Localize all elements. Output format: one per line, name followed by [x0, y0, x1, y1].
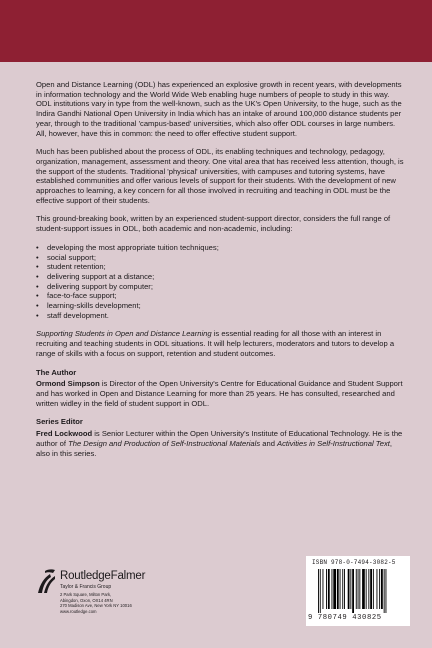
- editor-bio-text-c: , also in this series.: [36, 438, 392, 458]
- barcode-bar: [386, 569, 387, 613]
- barcode-bar: [356, 569, 357, 609]
- barcode-bar: [373, 569, 374, 609]
- editor-bio-text-a: is Senior Lecturer within the Open University's Institute of Educational Technology. He is the author of: [36, 429, 403, 448]
- list-item: • student retention;: [36, 262, 404, 272]
- intro-paragraph-3: This ground-breaking book, written by an experienced student-support director, considers the full range of student-support issues in ODL, both academic and non-academic, including:: [36, 214, 391, 234]
- barcode-bar: [366, 569, 367, 609]
- barcode-bar: [333, 569, 336, 609]
- barcode-bar: [377, 569, 378, 609]
- closing-text: is essential reading for all those with an interest in recruiting and teaching students in ODL situations. It will help lecturers, moderators and tutors to develop a range of skills with a focus on support, retention and student outcomes.: [36, 329, 395, 358]
- address-line: Abingdon, Oxon, OX14 4RN: [60, 597, 113, 603]
- author-name: Ormond Simpson: [36, 379, 100, 389]
- list-item: • delivering support at a distance;: [36, 272, 404, 282]
- barcode-bar: [348, 569, 350, 609]
- address-line: 270 Madison Ave, New York NY 10016: [60, 603, 132, 609]
- closing-paragraph: [36, 329, 404, 358]
- barcode-bar: [362, 569, 365, 609]
- barcode-bar: [384, 569, 385, 613]
- address-line: 2 Park Square, Milton Park,: [60, 592, 112, 597]
- intro-paragraph-1: Open and Distance Learning (ODL) has experienced an explosive growth in recent years, with developments in information technology and the World Wide Web enabling huge numbers of people to study in this way. ODL institutions vary in type from the well-known, such as the UK's Open University, to the huge, such as the Indira Gandhi National Open University in India which has an intake of around 100,000 distance students per year, through to the traditional 'campus-based' universities, which also offer ODL courses in large numbers. All, however, have this in common: the need to offer effective student support.: [36, 80, 402, 138]
- book-title: Supporting Students in Open and Distance Learning: [36, 329, 212, 339]
- barcode-bar: [368, 569, 369, 609]
- editor-heading: Series Editor: [36, 417, 83, 427]
- barcode-bar: [381, 569, 383, 609]
- topics-list: [36, 243, 404, 321]
- list-item: • social support;: [36, 253, 404, 263]
- barcode-bar: [337, 569, 339, 609]
- publisher-group: Taylor & Francis Group: [60, 584, 112, 590]
- address-line: www.routledge.com: [60, 608, 97, 614]
- barcode-icon: [318, 569, 400, 613]
- publisher-address: [60, 592, 210, 614]
- list-item: • developing the most appropriate tuition techniques;: [36, 243, 404, 253]
- barcode-bar: [352, 569, 354, 613]
- barcode-bar: [379, 569, 380, 609]
- isbn-label: ISBN 978-0-7494-3082-5: [312, 559, 396, 566]
- barcode-bar: [350, 569, 351, 609]
- barcode-bar: [318, 569, 319, 613]
- top-color-band: [0, 0, 432, 62]
- barcode-bar: [326, 569, 327, 609]
- author-heading: The Author: [36, 367, 77, 377]
- list-item: • staff development.: [36, 311, 404, 321]
- barcode-bar: [328, 569, 330, 609]
- editor-book-title-2: Activities in Self-Instructional Text: [277, 438, 390, 448]
- editor-bio-text-b: and: [260, 438, 278, 448]
- barcode-panel: [306, 556, 410, 626]
- intro-paragraph-2: Much has been published about the process of ODL, its enabling techniques and technology, pedagogy, organization, management, assessment and theory. One vital area that has received less attention, though, is the support of the students. Traditional 'physical' universities, with campuses and tutoring systems, have established communities and offer various levels of support for their students. With the development of new approaches to learning, a key concern for all those involved in recruiting and teaching in ODL must be the effective support of their students.: [36, 147, 404, 205]
- barcode-bar: [332, 569, 333, 609]
- barcode-bar: [340, 569, 341, 609]
- barcode-bar: [342, 569, 343, 609]
- back-cover-copy: [36, 80, 404, 467]
- barcode-bar: [359, 569, 360, 609]
- barcode-bar: [323, 569, 324, 609]
- author-bio-text: is Director of the Open University's Centre for Educational Guidance and Student Support and has worked in Open and Distance Learning for more than 25 years. He has consulted, researched and written widley in the field of student support in ODL.: [36, 379, 403, 408]
- editor-name: Fred Lockwood: [36, 429, 93, 439]
- list-item: • face-to-face support;: [36, 291, 404, 301]
- editor-book-title-1: The Design and Production of Self-Instructional Materials: [68, 438, 261, 448]
- publisher-block: [36, 566, 236, 636]
- list-item: • learning-skills development;: [36, 301, 404, 311]
- barcode-bar: [358, 569, 359, 609]
- barcode-bar: [370, 569, 372, 609]
- editor-bio: [36, 429, 404, 458]
- publisher-name: RoutledgeFalmer: [60, 570, 146, 582]
- ean-number: 9 780749 430825: [308, 614, 382, 622]
- routledge-logo-icon: [36, 568, 56, 594]
- barcode-bar: [344, 569, 345, 609]
- barcode-bar: [320, 569, 321, 613]
- author-bio: [36, 379, 404, 408]
- list-item: • delivering support by computer;: [36, 282, 404, 292]
